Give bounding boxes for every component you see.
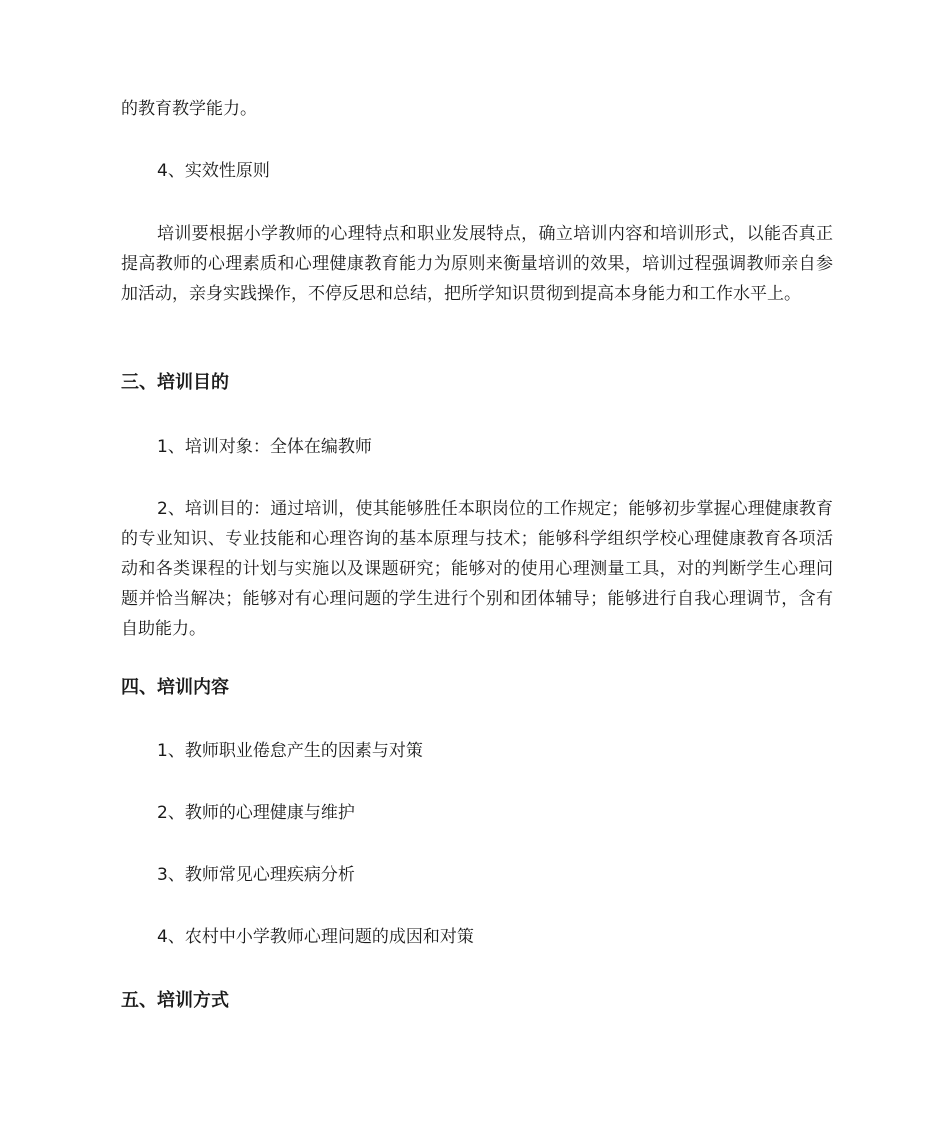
section-5-heading: 五、培训方式 (121, 990, 229, 1011)
section-3-item-2: 2、培训目的：通过培训，使其能够胜任本职岗位的工作规定；能够初步掌握心理健康教育的专业知识、专业技能和心理咨询的基本原理与技术；能够科学组织学校心理健康教育各项活动和各类课程的计划与实施以及课题研究；能够对的使用心理测量工具，对的判断学生心理问题并恰当解决；能够对有心理问题的学生进行个别和团体辅导；能够进行自我心理调节，含有自助能力。 (121, 499, 833, 639)
section-4-item-2: 2、教师的心理健康与维护 (157, 803, 355, 823)
principle-4-body: 培训要根据小学教师的心理特点和职业发展特点，确立培训内容和培训形式，以能否真正提高教师的心理素质和心理健康教育能力为原则来衡量培训的效果，培训过程强调教师亲自参加活动，亲身实践操作，不停反思和总结，把所学知识贯彻到提高本身能力和工作水平上。 (121, 224, 833, 304)
section-3-heading: 三、培训目的 (121, 372, 229, 393)
section-4-item-3: 3、教师常见心理疾病分析 (157, 865, 355, 885)
intro-tail-paragraph: 的教育教学能力。 (121, 99, 257, 119)
section-4-heading: 四、培训内容 (121, 677, 229, 698)
section-4-item-4: 4、农村中小学教师心理问题的成因和对策 (157, 927, 474, 947)
section-3-item-1: 1、培训对象：全体在编教师 (157, 437, 372, 457)
section-4-item-1: 1、教师职业倦怠产生的因素与对策 (157, 741, 423, 761)
principle-4-title: 4、实效性原则 (157, 161, 270, 181)
